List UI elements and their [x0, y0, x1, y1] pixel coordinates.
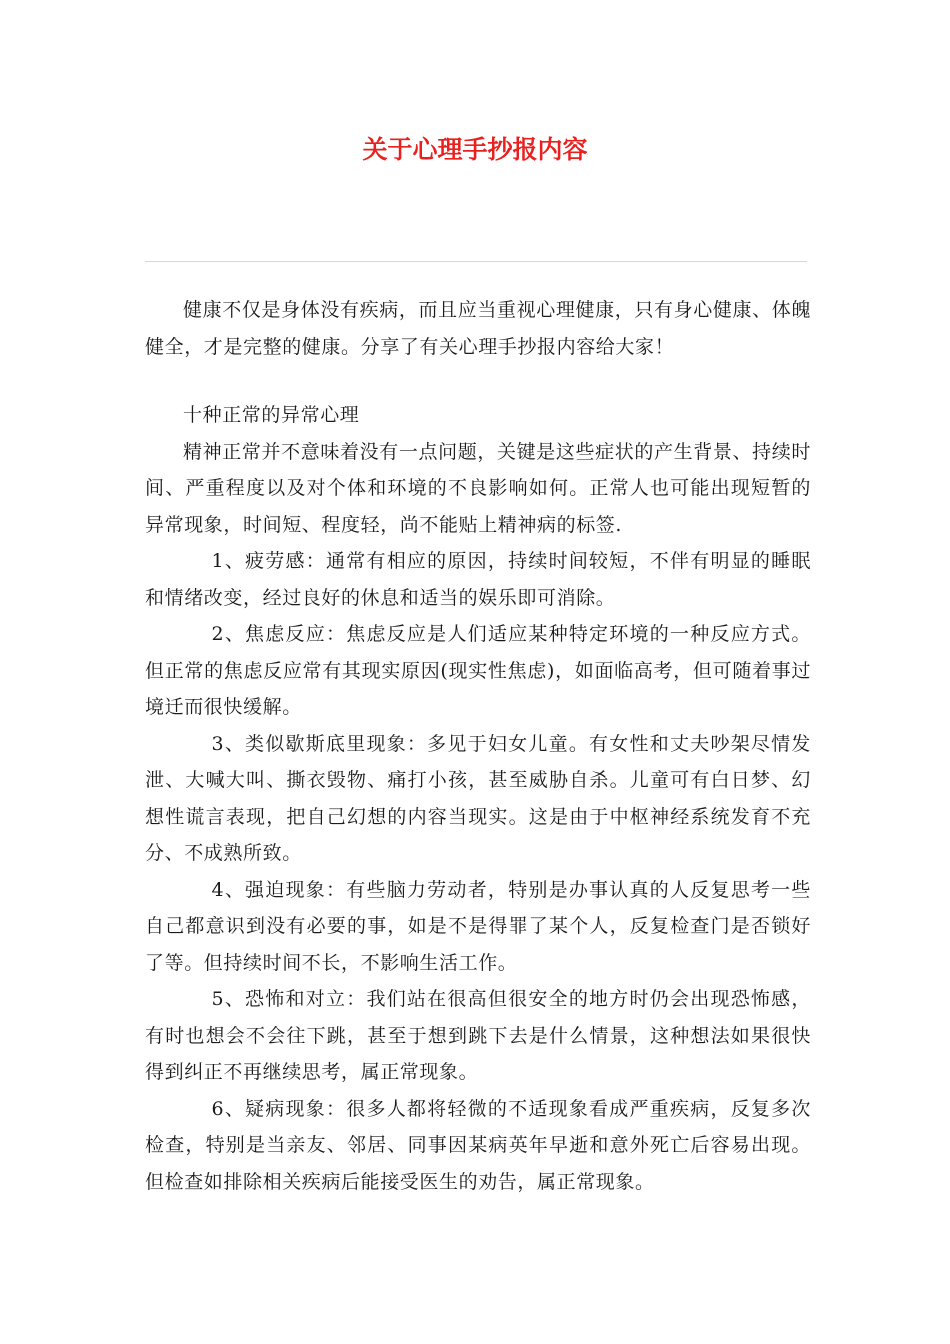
document-title: 关于心理手抄报内容	[362, 135, 588, 164]
list-item: 3、类似歇斯底里现象：多见于妇女儿童。有女性和丈夫吵架尽情发泄、大喊大叫、撕衣毁物、痛打小孩，甚至威胁自杀。儿童可有白日梦、幻想性谎言表现，把自己幻想的内容当现实。这是由于中枢神经系统发育不充分、不成熟所致。	[145, 732, 811, 864]
title-divider	[145, 261, 807, 262]
list-item: 6、疑病现象：很多人都将轻微的不适现象看成严重疾病，反复多次检查，特别是当亲友、邻居、同事因某病英年早逝和意外死亡后容易出现。但检查如排除相关疾病后能接受医生的劝告，属正常现象。	[145, 1097, 811, 1193]
paragraph-gap	[145, 366, 811, 397]
section-intro-paragraph: 精神正常并不意味着没有一点问题，关键是这些症状的产生背景、持续时间、严重程度以及对个体和环境的不良影响如何。正常人也可能出现短暂的异常现象，时间短、程度轻，尚不能贴上精神病的标签.	[145, 440, 811, 536]
document-body	[145, 292, 811, 1200]
list-item: 2、焦虑反应：焦虑反应是人们适应某种特定环境的一种反应方式。但正常的焦虑反应常有其现实原因(现实性焦虑)，如面临高考，但可随着事过境迁而很快缓解。	[145, 623, 811, 718]
list-item: 1、疲劳感：通常有相应的原因，持续时间较短，不伴有明显的睡眠和情绪改变，经过良好的休息和适当的娱乐即可消除。	[145, 550, 811, 609]
list-item: 4、强迫现象：有些脑力劳动者，特别是办事认真的人反复思考一些自己都意识到没有必要的事，如是不是得罪了某个人，反复检查门是否锁好了等。但持续时间不长，不影响生活工作。	[145, 878, 811, 974]
section-heading: 十种正常的异常心理	[183, 404, 360, 426]
list-item: 5、恐怖和对立：我们站在很高但很安全的地方时仍会出现恐怖感，有时也想会不会往下跳，甚至于想到跳下去是什么情景，这种想法如果很快得到纠正不再继续思考，属正常现象。	[145, 988, 811, 1083]
intro-paragraph: 健康不仅是身体没有疾病，而且应当重视心理健康，只有身心健康、体魄健全，才是完整的健康。分享了有关心理手抄报内容给大家！	[145, 299, 811, 358]
